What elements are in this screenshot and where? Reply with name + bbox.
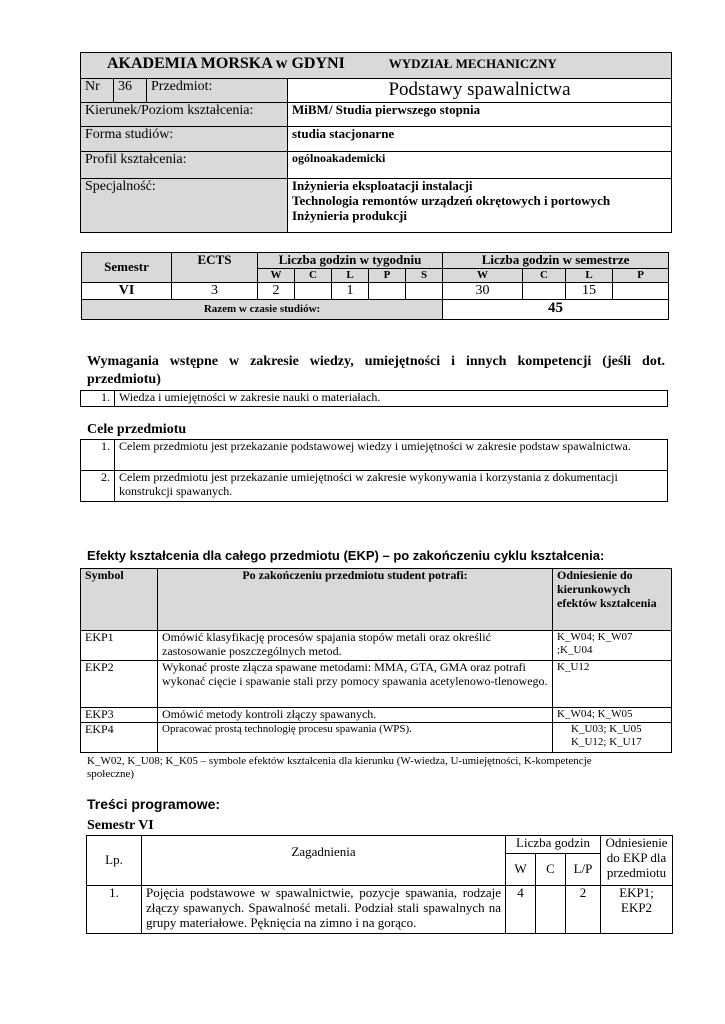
total-value: 45 [443, 299, 669, 319]
topic-hours-c [536, 886, 566, 934]
academy-name: AKADEMIA MORSKA w GDYNI [107, 55, 345, 72]
goal-number: 2. [81, 471, 115, 502]
faculty-name: WYDZIAŁ MECHANICZNY [388, 56, 557, 71]
effect-symbol: EKP2 [81, 661, 158, 708]
topic-lp: 1. [87, 886, 142, 934]
semester-w-value: 30 [443, 282, 523, 299]
specialty-item: Inżynieria produkcji [292, 207, 407, 223]
weekly-col-l: L [332, 268, 369, 282]
study-form-label: Forma studiów: [81, 127, 288, 152]
specialty-item: Technologia remontów urządzeń okrętowych i portowych [292, 192, 611, 208]
nr-label: Nr [81, 79, 114, 103]
course-header-table [80, 52, 672, 233]
hours-col-lp: L/P [566, 854, 601, 886]
effect-symbol: EKP1 [81, 631, 158, 661]
specialty-item: Inżynieria eksploatacji instalacji [292, 178, 473, 193]
total-label: Razem w czasie studiów: [82, 299, 443, 319]
effect-desc: Wykonać proste złącza spawane metodami: MMA, GTA, GMA oraz potrafi wykonać cięcie i spawanie stali przy pomocy spawania acetylenowo-tlenowego. [158, 661, 553, 708]
hours-col-w: W [506, 854, 536, 886]
effect-desc: Opracować prostą technologię procesu spawania (WPS). [158, 723, 553, 753]
semester-col-l: L [566, 268, 613, 282]
topic-hours-lp: 2 [566, 886, 601, 934]
effect-desc: Omówić metody kontroli złączy spawanych. [158, 708, 553, 723]
weekly-col-w: W [258, 268, 295, 282]
weekly-s-value [406, 282, 443, 299]
weekly-w-value: 2 [258, 282, 295, 299]
effect-ref: K_U12 [553, 661, 672, 708]
goal-text: Celem przedmiotu jest przekazanie umiejętności w zakresie wykonywania i korzystania z dokumentacji konstrukcji spawanych. [115, 471, 668, 502]
effects-table [80, 568, 672, 753]
semester-c-value [523, 282, 566, 299]
semester-col-p: P [613, 268, 669, 282]
effect-ref: K_W04; K_W05 [553, 708, 672, 723]
hours-col-c: C [536, 854, 566, 886]
field-label: Kierunek/Poziom kształcenia: [81, 103, 288, 127]
effects-symbol-header: Symbol [81, 569, 158, 631]
field-value: MiBM/ Studia pierwszego stopnia [288, 103, 672, 127]
effect-desc: Omówić klasyfikację procesów spajania stopów metali oraz określić zastosowanie poszczególnych metod. [158, 631, 553, 661]
semester-p-value [613, 282, 669, 299]
effect-symbol: EKP3 [81, 708, 158, 723]
semester-value: VI [82, 282, 172, 299]
requirements-table [80, 390, 668, 407]
effects-note: K_W02, K_U08; K_K05 – symbole efektów kształcenia dla kierunku (W-wiedza, U-umiejętności, K-kompetencje społeczne) [87, 755, 592, 781]
content-table [86, 835, 673, 934]
semester-l-value: 15 [566, 282, 613, 299]
profile-label: Profil kształcenia: [81, 152, 288, 179]
goals-title: Cele przedmiotu [87, 422, 187, 437]
effects-title: Efekty kształcenia dla całego przedmiotu (EKP) – po zakończeniu cyklu kształcenia: [87, 548, 605, 563]
goal-text: Celem przedmiotu jest przekazanie podstawowej wiedzy i umiejętności w zakresie podstaw spawalnictwa. [115, 440, 668, 471]
effect-ref: K_U03; K_U05 K_U12; K_U17 [553, 723, 672, 753]
weekly-col-p: P [369, 268, 406, 282]
effects-desc-header: Po zakończeniu przedmiotu student potrafi: [158, 569, 553, 631]
specialty-label: Specjalność: [81, 179, 288, 233]
effects-ref-header: Odniesienie do kierunkowych efektów kształcenia [553, 569, 672, 631]
requirement-number: 1. [81, 391, 115, 407]
goals-table [80, 439, 668, 502]
ekp-ref-header: Odniesienie do EKP dla przedmiotu [601, 836, 673, 886]
semester-col-c: C [523, 268, 566, 282]
weekly-col-c: C [295, 268, 332, 282]
subject-title: Podstawy spawalnictwa [288, 79, 672, 103]
semester-title: Semestr VI [87, 818, 154, 833]
ects-header: ECTS [172, 253, 258, 283]
ects-value: 3 [172, 282, 258, 299]
study-form-value: studia stacjonarne [288, 127, 672, 152]
effect-symbol: EKP4 [81, 723, 158, 753]
semester-header: Semestr [82, 253, 172, 283]
lp-header: Lp. [87, 836, 142, 886]
requirements-title: Wymagania wstępne w zakresie wiedzy, umiejętności i innych kompetencji (jeśli dot. przedmiotu) [87, 354, 665, 387]
hours-count-header: Liczba godzin [506, 836, 601, 854]
topics-header: Zagadnienia [142, 836, 506, 886]
topic-text: Pojęcia podstawowe w spawalnictwie, pozycje spawania, rodzaje złączy spawanych. Spawalność metali. Podział stali spawalnych na grupy materiałowe. Pęknięcia na zimno i na gorąco. [142, 886, 506, 934]
requirement-text: Wiedza i umiejętności w zakresie nauki o materiałach. [115, 391, 668, 407]
weekly-p-value [369, 282, 406, 299]
topic-hours-w: 4 [506, 886, 536, 934]
nr-value: 36 [114, 79, 147, 103]
weekly-c-value [295, 282, 332, 299]
semester-hours-header: Liczba godzin w semestrze [443, 253, 669, 269]
hours-table [81, 252, 669, 320]
weekly-hours-header: Liczba godzin w tygodniu [258, 253, 443, 269]
content-title: Treści programowe: [87, 796, 221, 812]
semester-col-w: W [443, 268, 523, 282]
topic-ekp-ref: EKP1; EKP2 [601, 886, 673, 934]
subject-label: Przedmiot: [147, 79, 288, 103]
specialty-list [288, 179, 672, 233]
weekly-col-s: S [406, 268, 443, 282]
effect-ref: K_W04; K_W07 ;K_U04 [553, 631, 672, 661]
profile-value: ogólnoakademicki [288, 152, 672, 179]
weekly-l-value: 1 [332, 282, 369, 299]
goal-number: 1. [81, 440, 115, 471]
